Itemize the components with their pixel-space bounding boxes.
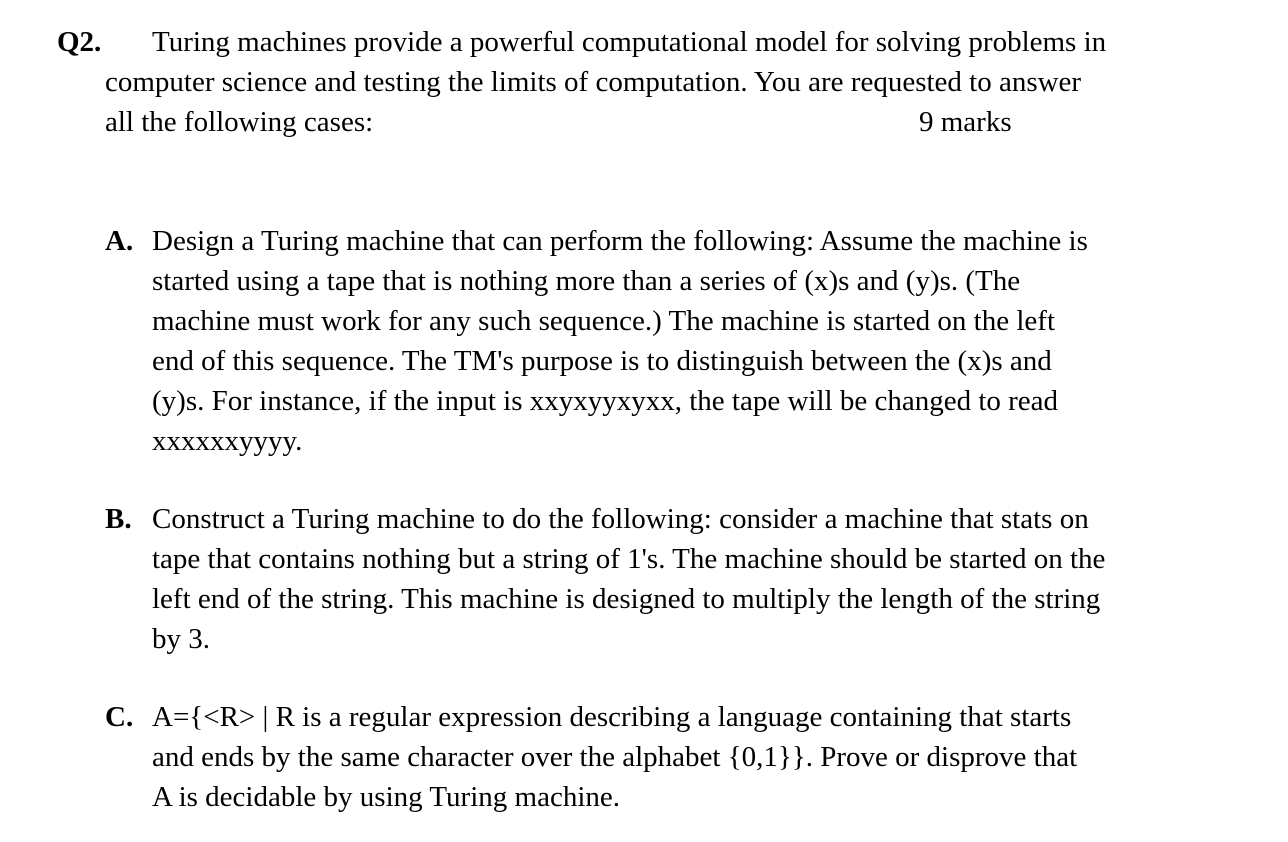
part-a-line: end of this sequence. The TM's purpose is to distinguish between the (x)s and [152, 345, 1052, 377]
part-a-label: A. [105, 225, 134, 257]
part-b [105, 499, 1225, 669]
part-a-line: started using a tape that is nothing more than a series of (x)s and (y)s. (The [152, 265, 1021, 297]
part-a-line: xxxxxxyyyy. [152, 425, 303, 457]
question-marks: 9 marks [919, 106, 1012, 138]
part-c-text [152, 697, 1077, 817]
part-b-line: by 3. [152, 623, 210, 655]
part-a [105, 221, 1225, 471]
part-b-text [152, 499, 1105, 659]
part-b-line: Construct a Turing machine to do the following: consider a machine that stats on [152, 503, 1089, 535]
question-intro-line-3: all the following cases: [105, 106, 374, 138]
part-a-line: machine must work for any such sequence.) The machine is started on the left [152, 305, 1056, 337]
part-c-line: A={<R> | R is a regular expression describing a language containing that starts [152, 701, 1072, 733]
question-header [0, 0, 1288, 170]
question-number: Q2. [57, 26, 102, 58]
part-c-label: C. [105, 701, 134, 733]
part-b-line: tape that contains nothing but a string of 1's. The machine should be started on the [152, 543, 1106, 575]
part-c-line: A is decidable by using Turing machine. [152, 781, 620, 813]
part-b-label: B. [105, 503, 132, 535]
question-intro-line-2: computer science and testing the limits of computation. You are requested to answer [105, 66, 1082, 98]
part-a-text [152, 221, 1088, 461]
part-b-line: left end of the string. This machine is designed to multiply the length of the string [152, 583, 1101, 615]
part-a-line: Design a Turing machine that can perform the following: Assume the machine is [152, 225, 1088, 257]
question-intro-line-1: Turing machines provide a powerful computational model for solving problems in [152, 26, 1107, 58]
part-c-line: and ends by the same character over the alphabet {0,1}}. Prove or disprove that [152, 741, 1078, 773]
part-a-line: (y)s. For instance, if the input is xxyxyyxyxx, the tape will be changed to read [152, 385, 1059, 417]
part-c [105, 697, 1225, 827]
